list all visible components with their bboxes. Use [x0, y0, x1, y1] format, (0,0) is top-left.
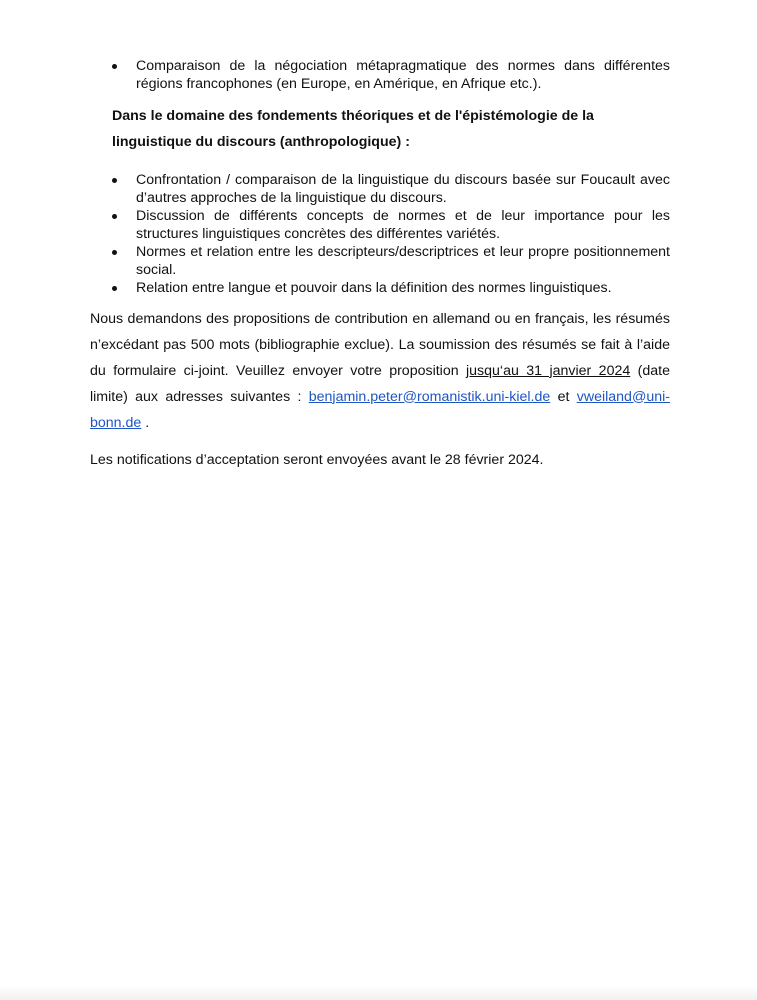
- list-item-text: Normes et relation entre les descripteurs/descriptrices et leur propre positionnement social.: [136, 244, 670, 278]
- submission-text-2: (date limite) aux adresses suivantes :: [90, 362, 671, 405]
- submission-paragraph: [90, 306, 670, 436]
- list-item-text: Confrontation / comparaison de la linguistique du discours basée sur Foucault avec d’autres approches de la linguistique du discours.: [136, 172, 670, 206]
- list-item-text: Relation entre langue et pouvoir dans la définition des normes linguistiques.: [136, 280, 612, 296]
- regions-bullet-list: [90, 58, 670, 93]
- document-page: [90, 56, 670, 484]
- bullet-icon: [112, 178, 117, 183]
- end-text: .: [141, 414, 150, 431]
- list-item: [90, 244, 670, 279]
- bullet-icon: [112, 64, 117, 69]
- email-link-peter[interactable]: benjamin.peter@romanistik.uni-kiel.de: [308, 388, 551, 405]
- connector-text: et: [550, 388, 577, 405]
- theory-bullet-list: [90, 172, 670, 298]
- list-item-text: Discussion de différents concepts de normes et de leur importance pour les structures linguistiques concrètes des différentes variétés.: [136, 208, 670, 242]
- list-item-text: Comparaison de la négociation métapragmatique des normes dans différentes régions francophones (en Europe, en Amérique, en Afrique etc.).: [136, 58, 670, 92]
- list-item: [90, 280, 670, 298]
- list-item: [90, 58, 670, 93]
- email-link-weiland[interactable]: vweiland@uni-bonn.de: [90, 388, 670, 431]
- bullet-icon: [112, 286, 117, 291]
- list-item: [90, 208, 670, 243]
- list-item: [90, 172, 670, 207]
- section-heading: Dans le domaine des fondements théoriques et de l'épistémologie de la linguistique du discours (anthropologique) :: [112, 108, 594, 150]
- submission-text: Nous demandons des propositions de contribution en allemand ou en français, les résumés n’excédant pas 500 mots (bibliographie exclue). La soumission des résumés se fait à l’aide du formulaire ci-joint. Veuillez envoyer votre proposition: [90, 310, 670, 379]
- bullet-icon: [112, 250, 117, 255]
- notification-paragraph: Les notifications d’acceptation seront envoyées avant le 28 février 2024.: [90, 451, 544, 468]
- deadline-text: jusqu‘au 31 janvier 2024: [466, 362, 631, 379]
- page-bottom-edge: [0, 986, 757, 1000]
- bullet-icon: [112, 214, 117, 219]
